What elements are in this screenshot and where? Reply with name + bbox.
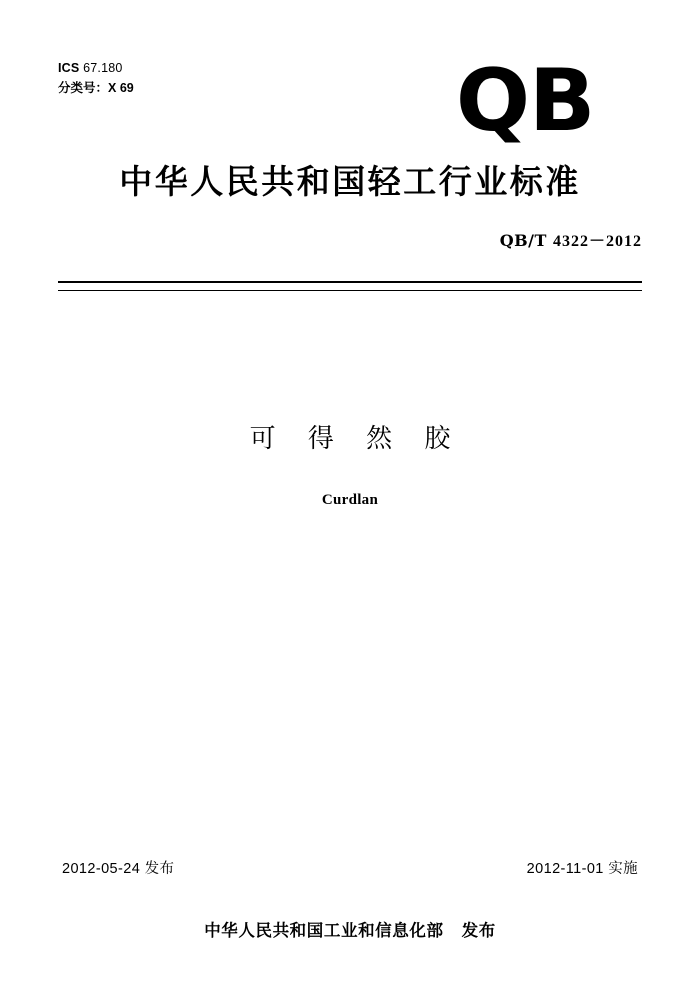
publish-word: 发布 xyxy=(461,921,496,940)
ics-label: ICS xyxy=(58,61,80,75)
cover-header xyxy=(58,51,642,168)
standard-number-code: 4322－2012 xyxy=(552,233,642,250)
standard-number xyxy=(500,228,642,251)
issue-date: 2012-05-24 发布 xyxy=(62,861,175,877)
qb-logo: QB xyxy=(455,51,594,151)
classification-line xyxy=(58,78,134,98)
subject-title-english: Curdlan xyxy=(321,492,379,508)
effective-date: 2012-11-01 实施 xyxy=(526,861,638,877)
classification-value: X 69 xyxy=(108,81,134,95)
ics-line xyxy=(58,58,134,78)
ics-value: 67.180 xyxy=(83,61,123,75)
divider-thick xyxy=(58,281,642,283)
classification-label: 分类号： xyxy=(58,81,109,95)
divider-thin xyxy=(58,290,642,291)
publisher-line xyxy=(0,917,700,941)
standard-number-prefix: QB/T xyxy=(499,231,547,250)
ics-block xyxy=(58,58,134,98)
publisher-name: 中华人民共和国工业和信息化部 xyxy=(204,921,444,940)
page-title: 中华人民共和国轻工行业标准 xyxy=(119,162,581,201)
subject-title-chinese: 可 得 然 胶 xyxy=(249,424,463,454)
